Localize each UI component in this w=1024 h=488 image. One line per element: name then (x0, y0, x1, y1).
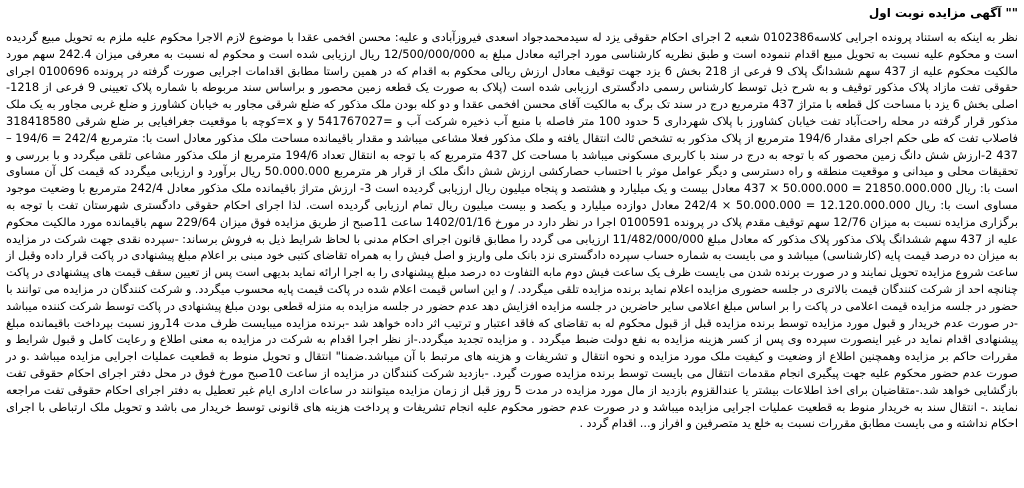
notice-body: نظر به اینکه به استناد پرونده اجرایی کلاسه0102386 شعبه 2 اجرای احکام حقوقی یزد له سیدمحمدجواد اسعدی فیروزآبادی و علیه: محسن افخمی عقدا با موضوع لازم الاجرا محکوم علیه ملزم به تحویل مبیع گردیده است و محکوم علیه نسبت به تحویل مبیع اقدام ننموده است و طبق نظریه کارشناسی مورد اجرائیه معادل مبلغ به 12/500/000/000 ریال ارزیابی شده است و محکوم له نسبت به معرفی میزان 242.4 سهم مورد مالکیت محکوم علیه از 437 سهم ششدانگ پلاک 9 فرعی از 218 بخش 6 یزد جهت توقیف معادل ارزش ریالی محکوم به اقدام که در همین راستا مطابق اقدامات اجرایی صورت گرفته در پرونده 0100696 اجرای حقوقی تفت مازاد پلاک مذکور توقیف و به شرح ذیل توسط کارشناس رسمی دادگستری ارزیابی شده است (پلاک به صورت یک قطعه زمین محصور و براساس سند مربوطه با شماره پلاک تعیینی 9 فرعی از 1218- اصلی بخش 6 یزد با مساحت کل قطعه با متراژ 437 مترمربع درج در سند تک برگ به مالکیت آقای محسن افخمی عقدا و دو کله بودن ملک مذکور که ضلع شرقی مجاور به خیابان کشاورز و ضلع غربی مجاور به یک ملک مذکور قرار گرفته در محله راحت‌آباد تفت خیابان کشاورز با پلاک شهرداری 5 حدود 100 متر فاصله با منبع آب ذخیره شرکت آب و =y 541767027 و x=کوچه با موقعیت جغرافیایی بر ضلع شرقی 318418580 فاصلاب تفت که طی حکم اجرای مقدار 194/6 مترمربع از پلاک مذکور به تشخص ثالث انتقال یافته و ملک مذکور فعلا مشاعی میباشد و مقدار باقیمانده مساحت ملک مذکور معادل است با: مترمربع 242/4 = 194/6 – 437 2-ارزش شش دانگ زمین محصور که با توجه به درج در سند با کاربری مسکونی میباشد با مساحت کل 437 مترمربع که با توجه به انتقال تعداد 194/6 مترمربع از ملک مذکور مشاعی تلقی میگردد و با بررسی و تحقیقات محلی و میدانی و موقعیت منطقه و راه دسترسی و دیگر عوامل موثر با احتساب حصارکشی ارزش شش دانگ ملک از قرار هر مترمربع 50.000.000 ریال برآورد و ارزیابی میگردد که قیمت کل آن مساوی است با: ریال 21850.000.000 = 50.000.000 × 437 معادل بیست و یک میلیارد و هشتصد و پنجاه میلیون ریال ارزیابی گردیده است 3- ارزش متراژ باقیمانده ملک مذکور معادل 242/4 مترمربع با وضعیت موجود مساوی است با: ریال 12.120.000.000 = 50.000.000 × 242/4 معادل دوازده میلیارد و یکصد و بیست میلیون ریال تمام ارزیابی گردیده است. لذا اجرای احکام حقوقی دادگستری شهرستان تفت با توجه به برگزاری مزایده نسبت به میزان 12/76 سهم توقیف مقدم پلاک در پرونده 0100591 اجرا در نظر دارد در مورخ 1402/01/16 ساعت 11صبح از طریق مزایده فوق میزان 229/64 سهم باقیمانده مورد مالکیت محکوم علیه از 437 سهم ششدانگ پلاک مذکور پلاک مذکور که معادل مبلغ 11/482/000/000 ارزیابی می گردد را مطابق قانون اجرای احکام مدنی با لحاظ شرایط ذیل به فروش برساند: -سپرده نقدی جهت شرکت در مزایده به میزان ده درصد قیمت پایه (کارشناسی) میباشد و می بایست به شماره حساب سپرده دادگستری نزد بانک ملی واریز و اصل فیش را به همراه تقاضای کتبی خود مبنی بر اعلام مبلغ پیشنهادی در پاکت قرار داده وقبل از ساعت شروع مزایده تحویل نمایند و در صورت برنده شدن می بایست ظرف یک ساعت فیش دوم مابه التفاوت ده درصد مبلغ پیشنهادی را به اجرا ارائه نماید بدیهی است پس از تعیین سقف قیمت های پیشنهادی در پاکت چنانچه احد از شرکت کنندگان قیمت بالاتری در جلسه حضوری مزایده اعلام نماید برنده مزایده تلقی میگردد. / و این اساس قیمت اعلام شده در پاکت قیمت پایه محسوب میگردد. و شرکت کنندگان در مزایده می توانند با حضور در جلسه مزایده قیمت اعلامی در پاکت را بر اساس مبلغ اعلامی سایر حاضرین در جلسه مزایده افزایش دهد عدم حضور در جلسه مزایده به منزله قطعی بودن مبلغ پیشنهادی در پاکت توسط شرکت کننده میباشد -در صورت عدم خریدار و قبول مورد مزایده توسط برنده مزایده قبل از قبول محکوم له به تقاضای که فاقد اعتبار و ترتیب اثر داده خواهد شد -برنده مزایده میبایست ظرف مدت 14روز نسبت بپرداخت باقیمانده مبلغ پیشنهادی اقدام نماید در غیر اینصورت سپرده وی پس از کسر هزینه مزایده به نفع دولت ضبط میگردد . و مزایده تجدید میگردد.-از نظر اجرا اقدام به شرکت در مزایده به معنی اطلاع و رعایت کامل و قبول شرایط و مقررات حاکم بر مزایده وهمچنین اطلاع از وضعیت و کیفیت ملک مورد مزایده و نحوه انتقال و تشریفات و هزینه های مرتبط با آن میباشد.ضمنا" انتقال و تحویل منوط به قطعیت عملیات اجرایی مزایده میباشد .و در صورت عدم حضور محکوم علیه جهت پیگیری انجام مقدمات انتقال می بایست توسط برنده مزایده صورت گیرد. -بازدید شرکت کنندگان در مزایده از ساعت 10صبح مورخ فوق در محل دفتر اجرای احکام حقوقی تفت بازگشایی خواهد شد.-متقاضیان برای اخذ اطلاعات بیشتر یا عندالقزوم بازدید از مال مورد مزایده در مدت 5 روز قبل از زمان مزایده میتوانند در ساعات اداری ایام غیر تعطیل به دفتر اجرای احکام حقوقی تفت مراجعه نمایند .- انتقال سند به خریدار منوط به قطعیت عملیات اجرایی مزایده میباشد و در صورت عدم حضور محکوم علیه انجام تشریفات و پرداخت هزینه های قانونی توسط خریدار می باشد و تحویل ملک ارتباطی با اجرای احکام نداشته و می بایست مطابق مقررات نسبت به خلع ید متصرفین و افراز و... اقدام گردد . (6, 30, 1019, 431)
notice-title: "" آگهی مزایده نوبت اول (868, 6, 1018, 20)
